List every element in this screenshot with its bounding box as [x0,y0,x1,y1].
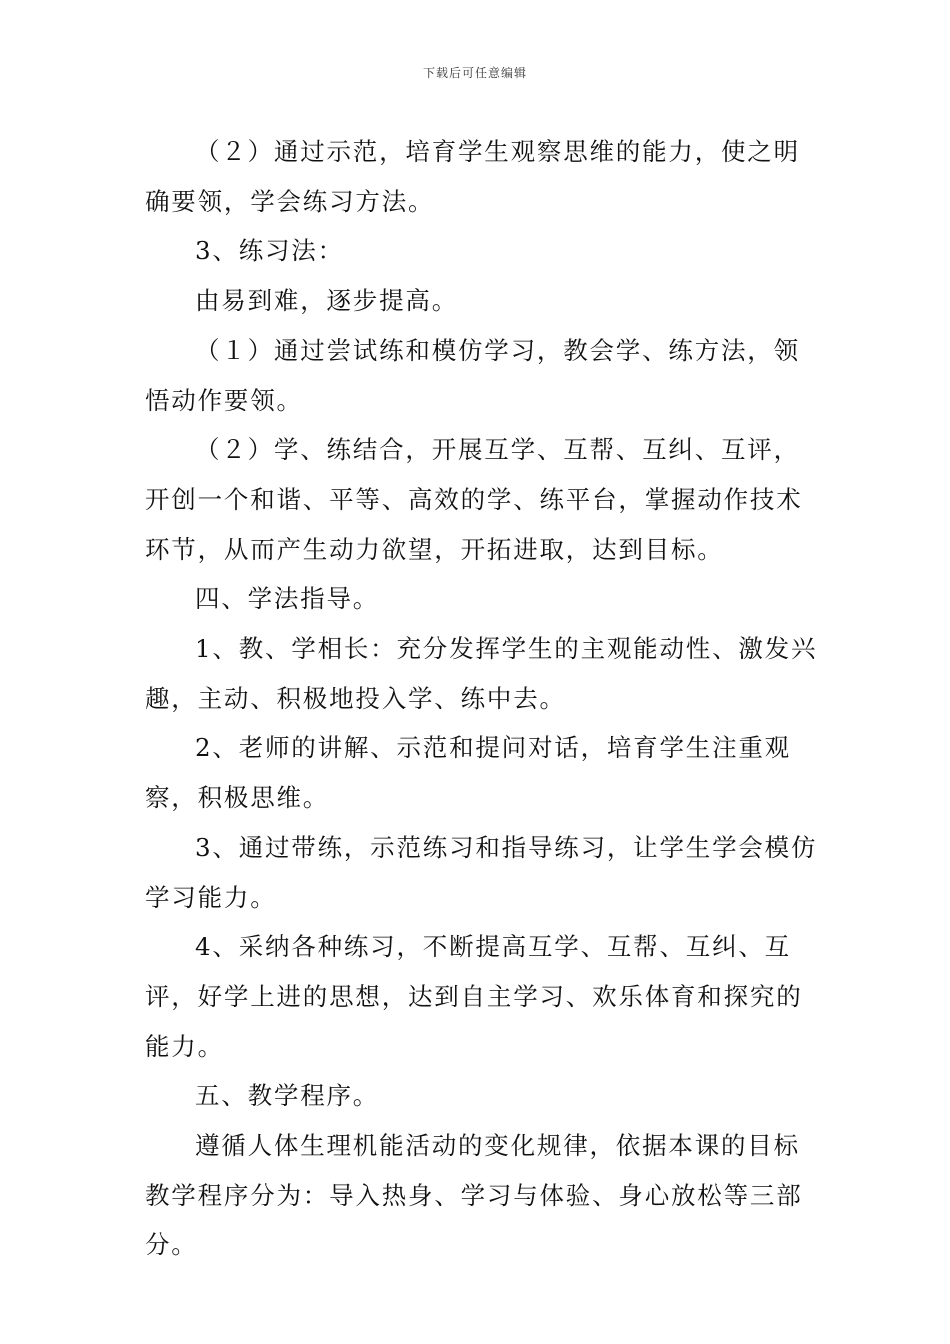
paragraph: 4、采纳各种练习，不断提高互学、互帮、互纠、互评，好学上进的思想，达到自主学习、欢乐体育和探究的能力。 [145,932,803,1061]
section-heading: 五、教学程序。 [195,1081,380,1111]
paragraph: 由易到难，逐步提高。 [195,286,458,316]
header-note: 下载后可任意编辑 [422,66,527,80]
paragraph: 2、老师的讲解、示范和提问对话，培育学生注重观察，积极思维。 [145,733,791,813]
document-body [145,127,820,1270]
paragraph: 遵循人体生理机能活动的变化规律，依据本课的目标教学程序分为：导入热身、学习与体验、身心放松等三部分。 [145,1131,803,1260]
paragraph: （２）学、练结合，开展互学、互帮、互纠、互评，开创一个和谐、平等、高效的学、练平台，掌握动作技术环节，从而产生动力欲望，开拓进取，达到目标。 [145,435,803,564]
paragraph: （１）通过尝试练和模仿学习，教会学、练方法，领悟动作要领。 [145,335,800,415]
paragraph: （２）通过示范，培育学生观察思维的能力，使之明确要领，学会练习方法。 [145,137,800,216]
paragraph: 3、练习法： [195,236,344,266]
section-heading: 四、学法指导。 [195,584,380,614]
paragraph: 1、教、学相长：充分发挥学生的主观能动性、激发兴趣，主动、积极地投入学、练中去。 [145,634,818,713]
paragraph: 3、通过带练，示范练习和指导练习，让学生学会模仿学习能力。 [145,832,818,912]
